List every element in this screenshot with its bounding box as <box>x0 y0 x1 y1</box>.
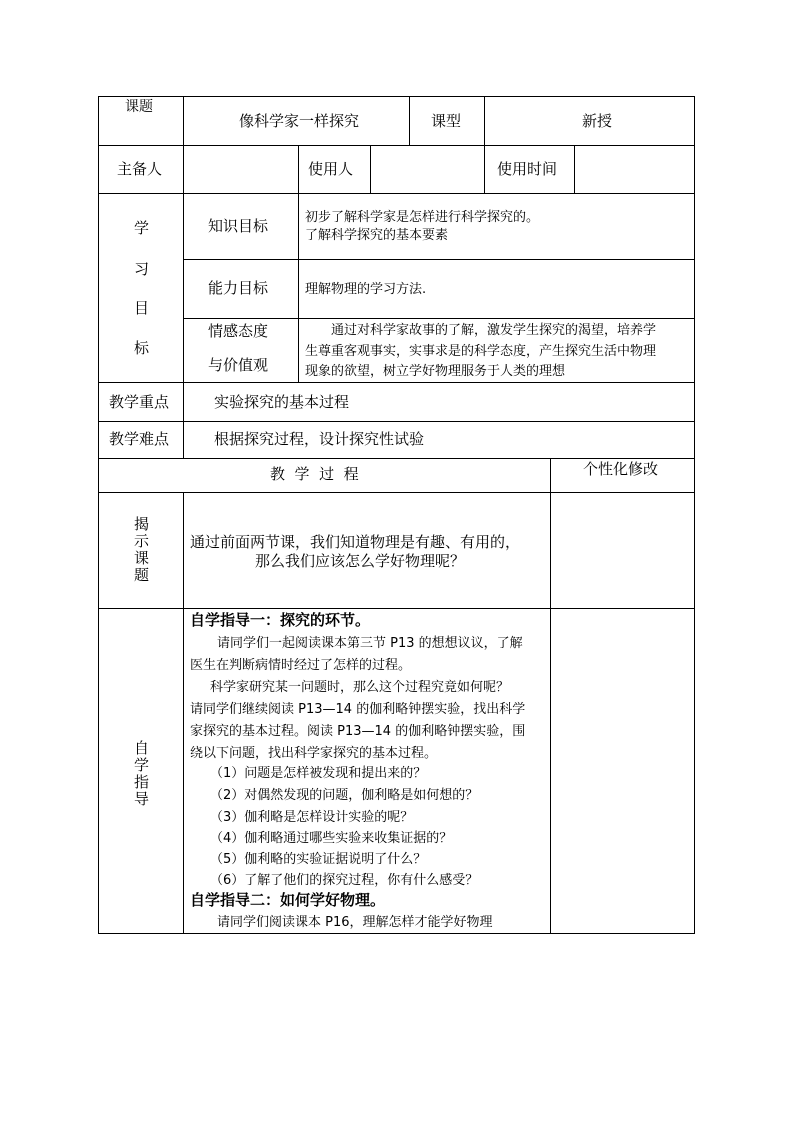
reveal-label-char: 题 <box>134 566 150 584</box>
self-study-label-char: 学 <box>134 756 150 774</box>
preparer-label: 主备人 <box>117 160 163 178</box>
col-divider <box>550 458 551 934</box>
col-divider <box>183 145 184 194</box>
self-study-paragraph-line: 绕以下问题，找出科学家探究的基本过程。 <box>190 746 438 761</box>
self-study-paragraph-line: 请同学们阅读课本 P16，理解怎样才能学好物理 <box>217 915 493 930</box>
row-divider <box>98 492 695 493</box>
row-divider <box>98 382 695 383</box>
table-border-top <box>98 96 695 97</box>
self-study-paragraph-line: 家探究的基本过程。阅读 P13—14 的伽利略钟摆实验，围 <box>190 724 526 739</box>
col-divider <box>574 145 575 194</box>
row-divider <box>183 259 695 260</box>
self-study-paragraph-line: 医生在判断病情时经过了怎样的过程。 <box>190 658 412 673</box>
emotion-goal-line: 生尊重客观事实，实事求是的科学态度，产生探究生活中物理 <box>305 344 657 359</box>
goals-label-char: 学 <box>134 219 150 237</box>
col-divider <box>370 145 371 194</box>
col-divider <box>484 96 485 146</box>
table-border-bottom <box>98 933 695 934</box>
knowledge-goal-label: 知识目标 <box>208 217 269 235</box>
process-header: 教 学 过 程 <box>270 465 359 483</box>
goals-label-char: 目 <box>134 299 150 317</box>
knowledge-goal-line: 初步了解科学家是怎样进行科学探究的。 <box>305 210 540 225</box>
col-divider <box>409 96 410 146</box>
ability-goal-text: 理解物理的学习方法. <box>305 282 427 297</box>
difficulty-value: 根据探究过程，设计探究性试验 <box>214 430 425 448</box>
type-label: 课型 <box>431 112 462 130</box>
guide-question: （1）问题是怎样被发现和提出来的？ <box>210 766 427 781</box>
reveal-label-char: 示 <box>134 532 150 550</box>
col-divider <box>183 193 184 383</box>
reveal-label-char: 课 <box>134 549 150 567</box>
ability-goal-label: 能力目标 <box>208 279 269 297</box>
topic-value: 像科学家一样探究 <box>239 112 360 130</box>
difficulty-label: 教学难点 <box>109 430 170 448</box>
col-divider <box>484 145 485 194</box>
row-divider <box>98 145 695 146</box>
self-study-heading-2: 自学指导二：如何学好物理。 <box>190 891 386 909</box>
guide-question: （2）对偶然发现的问题，伽利略是如何想的？ <box>210 788 479 803</box>
self-study-label-char: 指 <box>134 773 150 791</box>
topic-label: 课题 <box>125 99 153 115</box>
reveal-text-line: 那么我们应该怎么学好物理呢？ <box>255 552 466 570</box>
table-border-left <box>98 96 99 934</box>
self-study-label-char: 导 <box>134 790 150 808</box>
emotion-goal-line: 通过对科学家故事的了解，激发学生探究的渴望，培养学 <box>331 323 657 338</box>
use-time-label: 使用时间 <box>497 160 558 178</box>
emotion-goal-line: 现象的欲望，树立学好物理服务于人类的理想 <box>305 364 566 379</box>
guide-question: （4）伽利略通过哪些实验来收集证据的？ <box>210 831 453 846</box>
row-divider <box>98 458 695 459</box>
col-divider <box>183 492 184 934</box>
emotion-goal-label: 与价值观 <box>208 356 269 374</box>
user-label: 使用人 <box>308 160 354 178</box>
key-point-label: 教学重点 <box>109 393 170 411</box>
row-divider <box>98 608 695 609</box>
type-value: 新授 <box>582 112 613 130</box>
self-study-paragraph-line: 请同学们继续阅读 P13—14 的伽利略钟摆实验，找出科学 <box>190 702 526 717</box>
col-divider <box>183 382 184 459</box>
self-study-label-char: 自 <box>134 739 150 757</box>
row-divider <box>98 193 695 194</box>
goals-label-char: 标 <box>134 339 150 357</box>
self-study-heading-1: 自学指导一：探究的环节。 <box>190 611 371 629</box>
key-point-value: 实验探究的基本过程 <box>214 393 350 411</box>
row-divider <box>98 421 695 422</box>
guide-question: （6）了解了他们的探究过程，你有什么感受？ <box>210 873 479 888</box>
personal-edit-header: 个性化修改 <box>583 460 659 478</box>
col-divider <box>298 145 299 194</box>
emotion-goal-label: 情感态度 <box>208 322 269 340</box>
self-study-paragraph-line: 科学家研究某一问题时，那么这个过程究竟如何呢？ <box>210 680 510 695</box>
reveal-text-line: 通过前面两节课，我们知道物理是有趣、有用的， <box>190 533 521 551</box>
self-study-paragraph-line: 请同学们一起阅读课本第三节 P13 的想想议议，了解 <box>217 636 523 651</box>
table-border-right <box>694 96 695 934</box>
reveal-label-char: 揭 <box>134 515 150 533</box>
row-divider <box>183 318 695 319</box>
guide-question: （3）伽利略是怎样设计实验的呢？ <box>210 810 414 825</box>
goals-label-char: 习 <box>134 260 150 278</box>
col-divider <box>183 96 184 146</box>
col-divider <box>298 193 299 383</box>
knowledge-goal-line: 了解科学探究的基本要素 <box>305 228 449 243</box>
guide-question: （5）伽利略的实验证据说明了什么？ <box>210 852 427 867</box>
